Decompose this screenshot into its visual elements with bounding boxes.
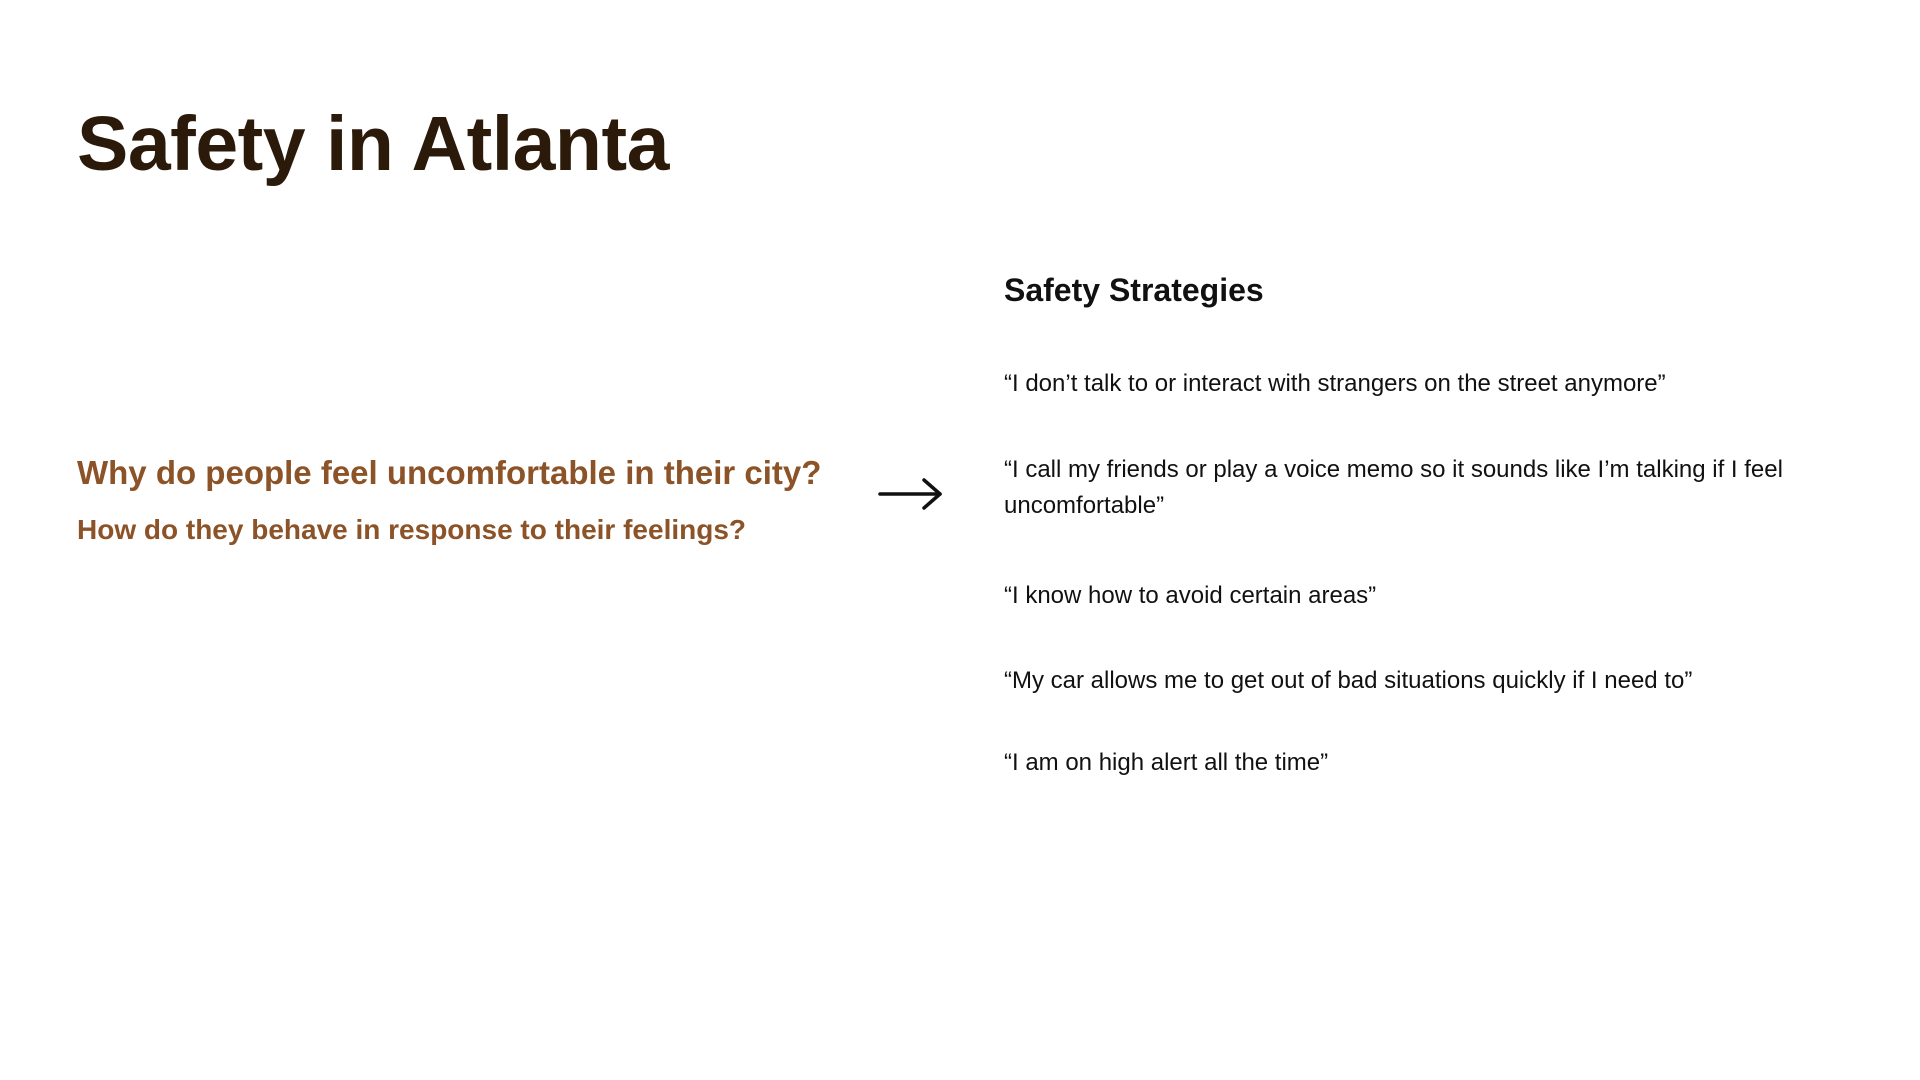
strategy-quote: “I don’t talk to or interact with strangers on the street anymore”: [1004, 370, 1666, 397]
strategy-quote: “My car allows me to get out of bad situations quickly if I need to”: [1004, 667, 1693, 694]
secondary-question: How do they behave in response to their feelings?: [77, 514, 747, 545]
primary-question: Why do people feel uncomfortable in their city?: [77, 454, 822, 491]
strategies-heading: Safety Strategies: [1004, 272, 1264, 308]
strategy-quote: “I call my friends or play a voice memo so it sounds like I’m talking if I feel uncomfortable”: [1004, 456, 1783, 519]
strategy-quote: “I am on high alert all the time”: [1004, 749, 1329, 776]
slide-title: Safety in Atlanta: [77, 101, 669, 187]
safety-strategies-panel: [1004, 272, 1884, 776]
research-questions: [77, 454, 857, 546]
right-arrow-icon: [878, 474, 944, 514]
strategy-quote: “I know how to avoid certain areas”: [1004, 582, 1377, 609]
